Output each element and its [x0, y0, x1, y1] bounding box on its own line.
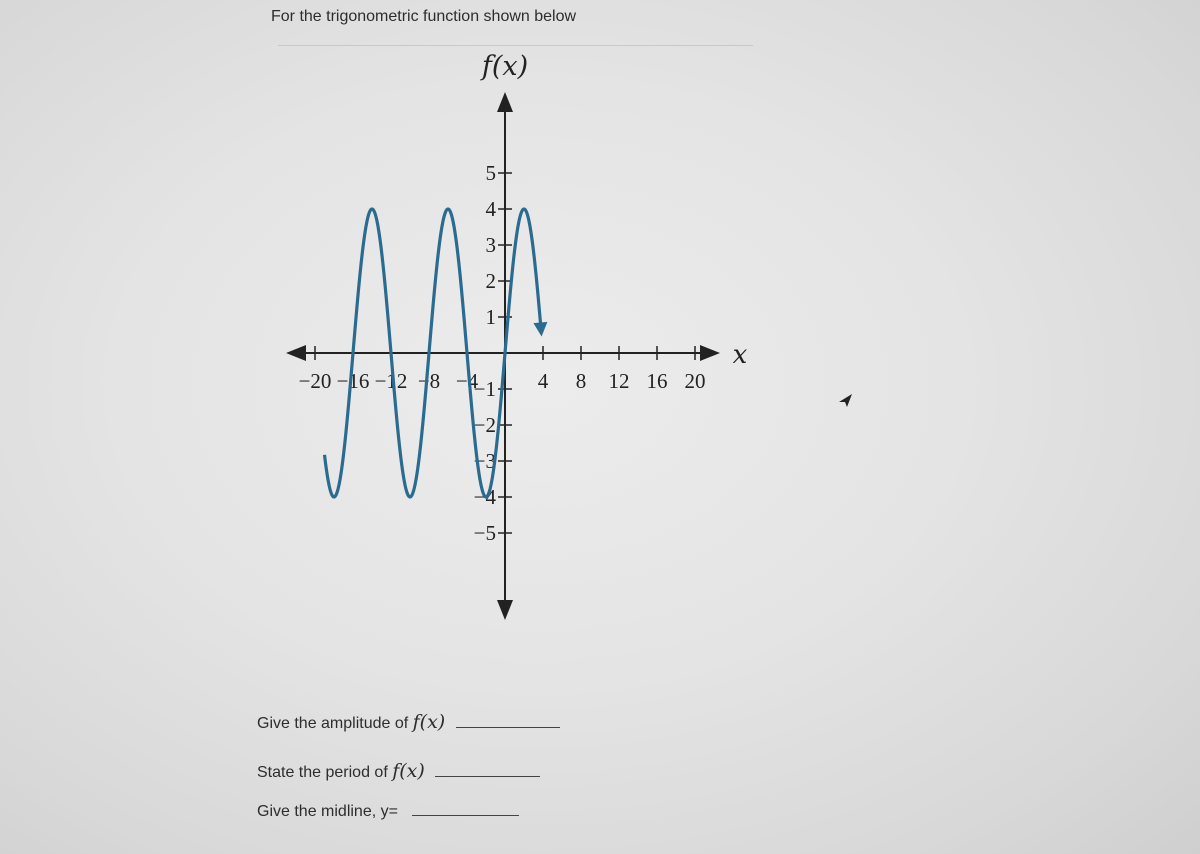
y-tick-label: −3: [473, 449, 496, 473]
x-tick-label: −20: [298, 369, 332, 393]
y-tick-label: 5: [485, 161, 496, 185]
x-tick-label: 16: [646, 369, 668, 393]
amplitude-fx: f(x): [412, 711, 446, 733]
x-tick-label: −8: [417, 369, 441, 393]
y-axis-up-arrow: [497, 92, 513, 112]
y-axis-label: f(x): [481, 51, 529, 82]
midline-answer-blank[interactable]: [412, 814, 519, 816]
x-tick-label: 8: [575, 369, 587, 393]
y-tick-label: −1: [473, 377, 496, 401]
x-tick-label: −12: [374, 369, 408, 393]
y-axis-down-arrow: [497, 600, 513, 620]
y-tick-label: −2: [473, 413, 496, 437]
curve-end-arrow: [533, 322, 547, 337]
x-tick-label: 4: [537, 369, 549, 393]
y-tick-label: 4: [485, 197, 496, 221]
period-answer-blank[interactable]: [435, 775, 540, 777]
x-axis-left-arrow: [286, 345, 306, 361]
mouse-pointer-icon: [836, 390, 858, 412]
amplitude-question: [257, 711, 560, 733]
x-axis-right-arrow: [700, 345, 720, 361]
period-question-text: State the period of: [257, 764, 393, 781]
period-question: [257, 760, 540, 782]
x-tick-label: −16: [336, 369, 370, 393]
midline-question-text: Give the midline, y=: [257, 803, 398, 820]
amplitude-question-text: Give the amplitude of: [257, 715, 413, 732]
amplitude-answer-blank[interactable]: [456, 726, 560, 728]
x-axis-label: x: [732, 340, 748, 370]
y-tick-label: 2: [485, 269, 496, 293]
midline-question: [257, 803, 519, 821]
y-tick-label: 1: [485, 305, 496, 329]
y-tick-label: −5: [473, 521, 496, 545]
x-tick-label: 12: [608, 369, 630, 393]
x-tick-label: −4: [455, 369, 479, 393]
y-tick-label: −4: [473, 485, 496, 509]
x-tick-label: 20: [684, 369, 706, 393]
period-fx: f(x): [392, 760, 425, 782]
y-tick-label: 3: [485, 233, 496, 257]
question-prompt: For the trigonometric function shown below: [271, 8, 577, 25]
